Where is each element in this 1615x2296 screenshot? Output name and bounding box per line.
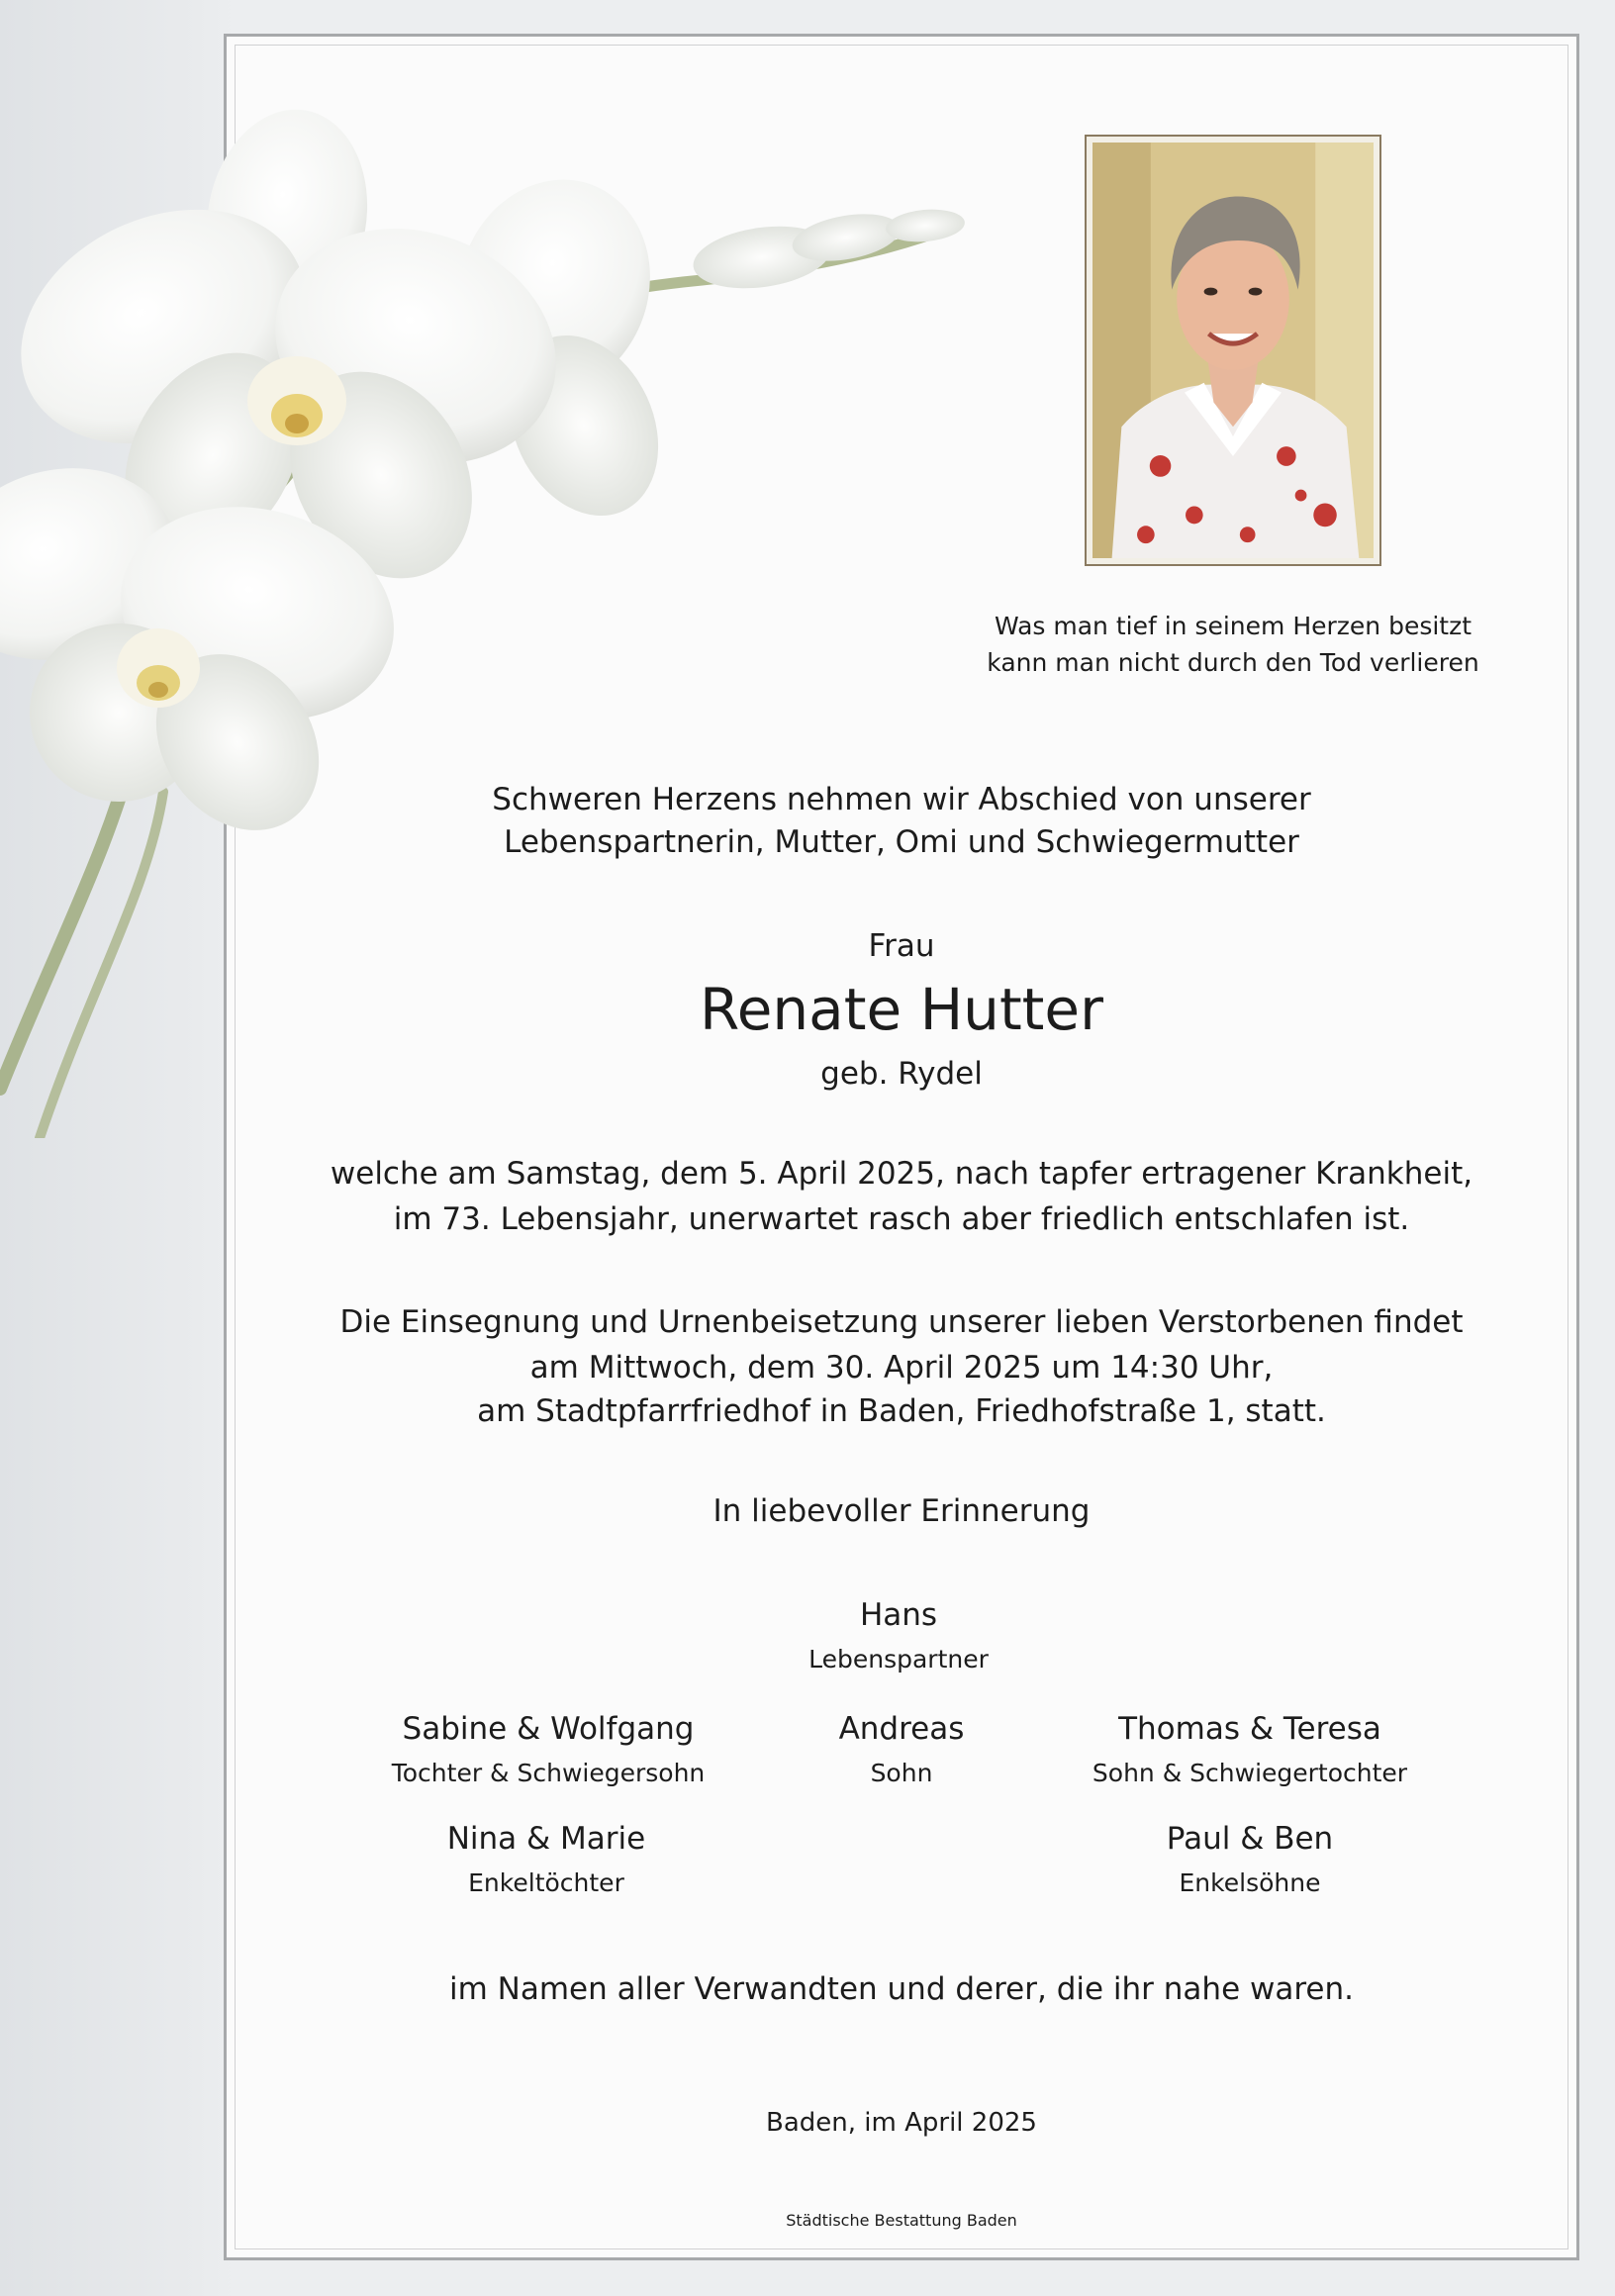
ceremony-line-3: am Stadtpfarrfriedhof in Baden, Friedhofstraße 1, statt. xyxy=(477,1393,1326,1429)
intro-line-2: Lebenspartnerin, Mutter, Omi und Schwiegermutter xyxy=(504,824,1299,860)
mourner-name: Paul & Ben xyxy=(1166,1821,1334,1857)
mourner-name: Thomas & Teresa xyxy=(1118,1711,1381,1747)
deceased-name: Renate Hutter xyxy=(700,976,1103,1043)
mourner-name: Andreas xyxy=(838,1711,965,1747)
place-date: Baden, im April 2025 xyxy=(766,2108,1037,2138)
intro-line-1: Schweren Herzens nehmen wir Abschied von unserer xyxy=(492,782,1311,817)
mourner-role: Sohn xyxy=(870,1759,933,1787)
mourner-role: Lebenspartner xyxy=(808,1645,989,1674)
ceremony-line-2: am Mittwoch, dem 30. April 2025 um 14:30 Uhr, xyxy=(529,1350,1274,1386)
quote-line-2: kann man nicht durch den Tod verlieren xyxy=(987,648,1479,677)
death-notice-line-1: welche am Samstag, dem 5. April 2025, nach tapfer ertragener Krankheit, xyxy=(330,1156,1473,1192)
mourner-left-2 xyxy=(319,1819,774,1900)
portrait-photo xyxy=(1085,135,1381,566)
mourner-right-2 xyxy=(1022,1819,1477,1900)
mourner-partner xyxy=(671,1595,1126,1676)
mourner-name: Sabine & Wolfgang xyxy=(402,1711,695,1747)
undertaker: Städtische Bestattung Baden xyxy=(786,2211,1017,2230)
mourner-name: Nina & Marie xyxy=(446,1821,646,1857)
mourner-right-1 xyxy=(1022,1709,1477,1790)
ceremony-line-1: Die Einsegnung und Urnenbeisetzung unserer lieben Verstorbenen findet xyxy=(339,1304,1464,1340)
remembrance: In liebevoller Erinnerung xyxy=(712,1493,1091,1529)
mourner-name: Hans xyxy=(859,1597,938,1633)
mourner-role: Enkeltöchter xyxy=(468,1868,624,1897)
closing-line: im Namen aller Verwandten und derer, die ihr nahe waren. xyxy=(449,1971,1354,2007)
mourner-role: Enkelsöhne xyxy=(1179,1868,1321,1897)
salutation: Frau xyxy=(868,928,935,964)
birth-name: geb. Rydel xyxy=(820,1056,983,1092)
mourner-role: Sohn & Schwiegertochter xyxy=(1092,1759,1408,1787)
mourner-role: Tochter & Schwiegersohn xyxy=(391,1759,706,1787)
quote-line-1: Was man tief in seinem Herzen besitzt xyxy=(994,612,1472,640)
death-notice-line-2: im 73. Lebensjahr, unerwartet rasch aber friedlich entschlafen ist. xyxy=(393,1201,1410,1237)
